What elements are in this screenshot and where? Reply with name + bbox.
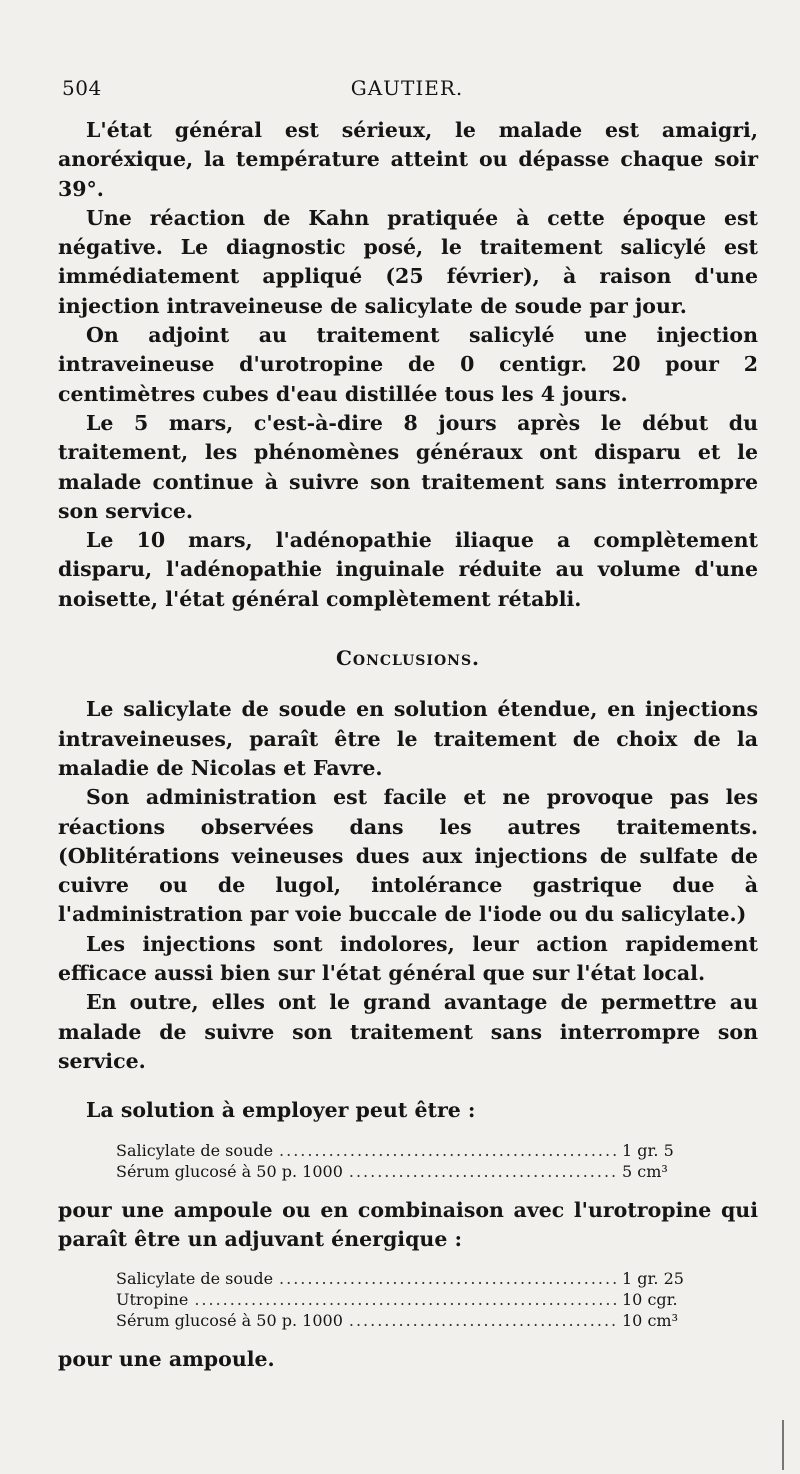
scan-edge-mark <box>782 1420 784 1470</box>
page-number: 504 <box>62 76 102 100</box>
paragraph: Le 5 mars, c'est-à-dire 8 jours après le début du traitement, les phénomènes généraux ont disparu et le malade continue à suivre son traitement sans interrompre son service. <box>58 410 758 523</box>
ingredient-name: Salicylate de soude <box>116 1140 274 1160</box>
recipe-line <box>116 1140 686 1161</box>
ingredient-quantity: 1 gr. 25 <box>622 1269 684 1289</box>
ingredient-name: Utropine <box>116 1290 189 1310</box>
recipe-combined <box>116 1268 686 1331</box>
recipe-line <box>116 1268 686 1289</box>
ingredient-quantity: 1 gr. 5 <box>622 1140 674 1160</box>
running-title: GAUTIER. <box>350 76 464 100</box>
solution-intro: La solution à employer peut être : <box>86 1098 476 1123</box>
recipe-line <box>116 1289 686 1310</box>
paragraph: On adjoint au traitement salicylé une injection intraveineuse d'urotropine de 0 centigr. 20 pour 2 centimètres cubes d'eau distillée tous les 4 jours. <box>58 323 758 406</box>
paragraph: Son administration est facile et ne provoque pas les réactions observées dans les autres traitements. (Oblitérations veineuses dues aux injections de sulfate de cuivre ou de lugol, intolérance gastrique due à l'administration par voie buccale de l'iode ou du salicylate.) <box>58 785 758 927</box>
leader-dots <box>349 1161 616 1182</box>
ingredient-quantity: 5 cm³ <box>622 1161 668 1181</box>
leader-dots <box>279 1140 616 1161</box>
section-heading: Conclusions. <box>335 646 481 671</box>
closing-line: pour une ampoule. <box>58 1347 275 1372</box>
body-text <box>58 116 758 1374</box>
paragraph: Une réaction de Kahn pratiquée à cette époque est négative. Le diagnostic posé, le traitement salicylé est immédiatement appliqué (25 février), à raison d'une injection intraveineuse de salicylate de soude par jour. <box>58 205 758 318</box>
combination-text: pour une ampoule ou en combinaison avec l'urotropine qui paraît être un adjuvant énergique : <box>58 1197 758 1251</box>
ingredient-quantity: 10 cm³ <box>622 1311 678 1331</box>
running-header <box>62 76 752 104</box>
paragraph: Le salicylate de soude en solution étendue, en injections intraveineuses, paraît être le traitement de choix de la maladie de Nicolas et Favre. <box>58 697 758 780</box>
ingredient-name: Salicylate de soude <box>116 1269 274 1289</box>
leader-dots <box>279 1268 616 1289</box>
paragraph: En outre, elles ont le grand avantage de permettre au malade de suivre son traitement sans interrompre son service. <box>58 990 758 1073</box>
ingredient-name: Sérum glucosé à 50 p. 1000 <box>116 1311 343 1331</box>
leader-dots <box>349 1310 616 1331</box>
leader-dots <box>194 1289 616 1310</box>
paragraph: Le 10 mars, l'adénopathie iliaque a complètement disparu, l'adénopathie inguinale réduite au volume d'une noisette, l'état général complètement rétabli. <box>58 528 758 611</box>
ingredient-quantity: 10 cgr. <box>622 1290 678 1310</box>
recipe-line <box>116 1310 686 1331</box>
paragraph: L'état général est sérieux, le malade est amaigri, anoréxique, la température atteint ou dépasse chaque soir 39°. <box>58 118 758 201</box>
paragraph: Les injections sont indolores, leur action rapidement efficace aussi bien sur l'état général que sur l'état local. <box>58 931 758 986</box>
ingredient-name: Sérum glucosé à 50 p. 1000 <box>116 1161 343 1181</box>
recipe-line <box>116 1161 686 1182</box>
recipe-single <box>116 1140 686 1182</box>
